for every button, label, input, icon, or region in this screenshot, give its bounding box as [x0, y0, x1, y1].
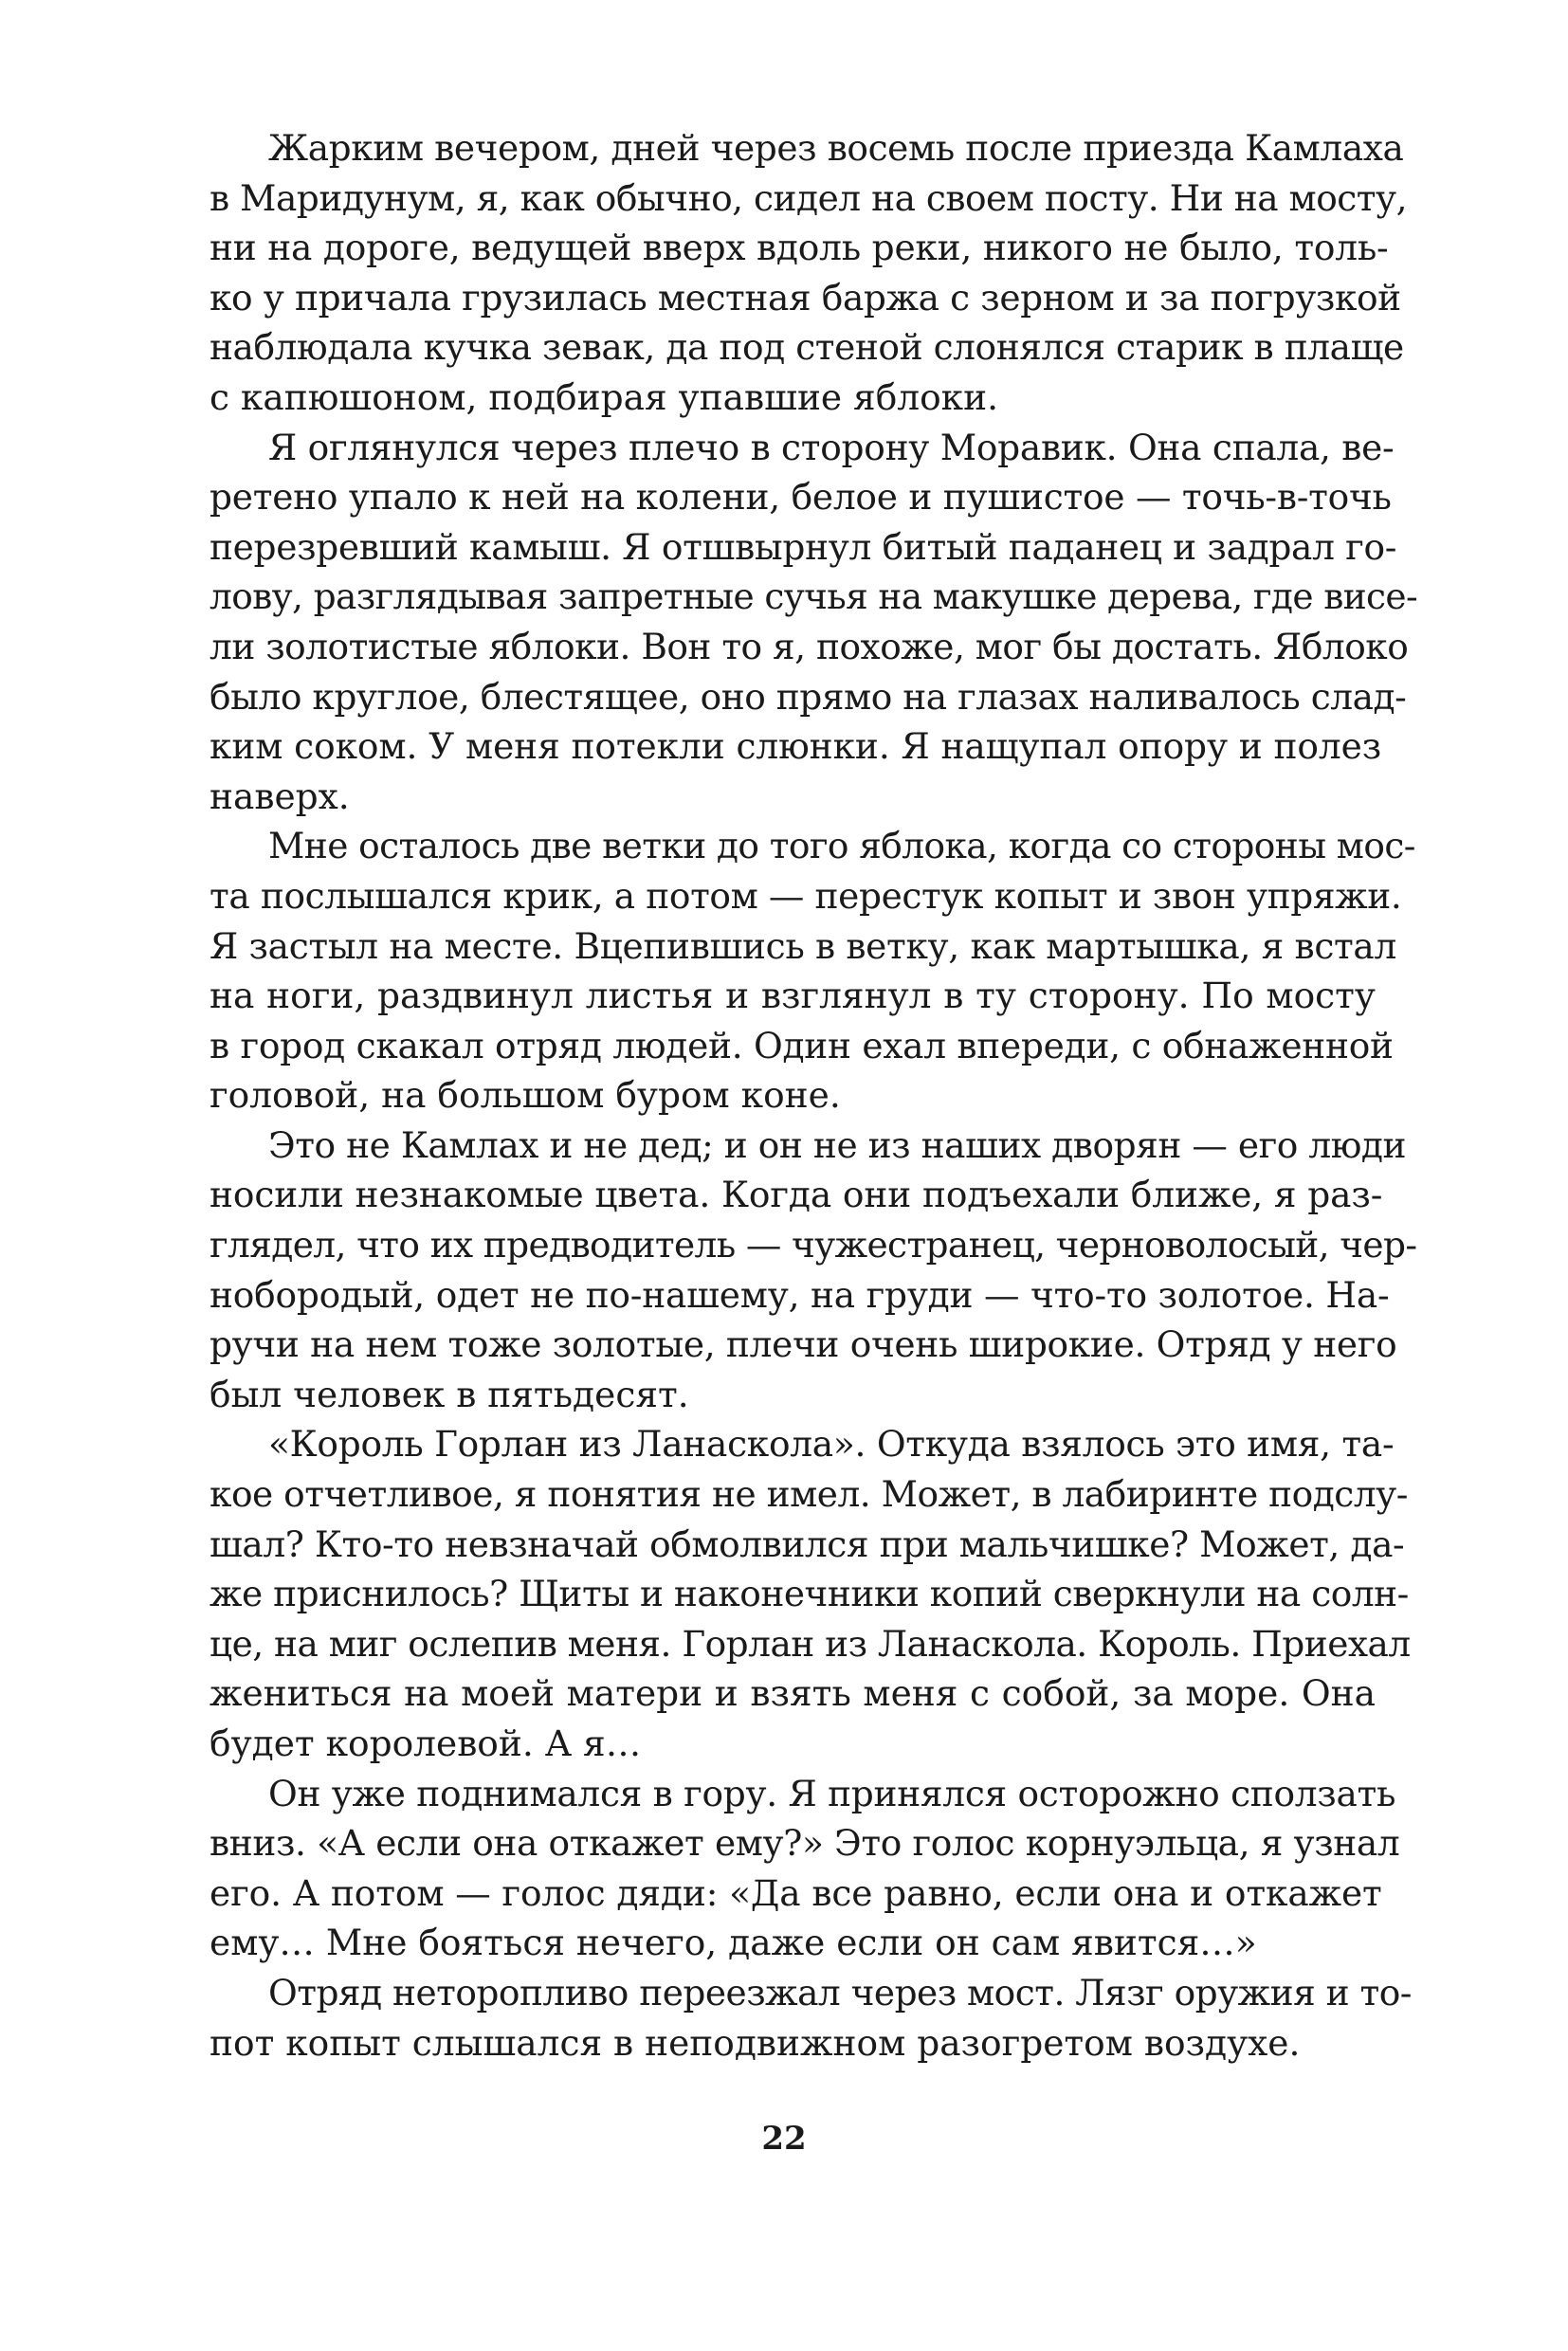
text-line: его. А потом — голос дяди: «Да все равно, если она и откажет	[210, 1871, 1382, 1914]
text-line: носили незнакомые цвета. Когда они подъехали ближе, я раз-	[210, 1174, 1383, 1216]
text-line: в Маридунум, я, как обычно, сидел на своем посту. Ни на мосту,	[210, 176, 1408, 219]
text-line: ручи на нем тоже золотые, плечи очень широкие. Отряд у него	[210, 1323, 1397, 1366]
text-line: кое отчетливое, я понятия не имел. Может, в лабиринте подслу-	[210, 1473, 1408, 1516]
text-line: же приснилось? Щиты и наконечники копий сверкнули на солн-	[210, 1573, 1409, 1615]
text-line: ко у причала грузилась местная баржа с зерном и за погрузкой	[210, 276, 1401, 319]
text-line: наверх.	[210, 775, 350, 817]
text-line: было круглое, блестящее, оно прямо на глазах наливалось слад-	[210, 675, 1407, 718]
paragraph	[210, 1121, 1417, 1420]
text-line: на ноги, раздвинул листья и взглянул в ту сторону. По мосту	[210, 975, 1376, 1017]
text-line: Он уже поднимался в гору. Я принялся осторожно сползать	[268, 1772, 1396, 1814]
paragraph	[210, 1419, 1411, 1768]
paragraph	[210, 423, 1418, 822]
paragraph	[210, 821, 1415, 1121]
text-line: будет королевой. А я…	[210, 1722, 642, 1764]
text-line: та послышался крик, а потом — перестук копыт и звон упряжи.	[210, 874, 1402, 917]
paragraph	[210, 1968, 1412, 2068]
text-line: жениться на моей матери и взять меня с собой, за море. Она	[210, 1672, 1376, 1715]
text-line: Мне осталось две ветки до того яблока, когда со стороны мос-	[268, 825, 1415, 867]
text-line: вниз. «А если она откажет ему?» Это голос корнуэльца, я узнал	[210, 1822, 1400, 1865]
text-line: «Король Горлан из Ланаскола». Откуда взялось это имя, та-	[268, 1423, 1395, 1466]
text-line: наблюдала кучка зевак, да под стеной слонялся старик в плаще	[210, 326, 1404, 369]
body-text	[210, 123, 1418, 2068]
text-line: Это не Камлах и не дед; и он не из наших дворян — его люди	[268, 1123, 1407, 1166]
text-line: ким соком. У меня потекли слюнки. Я нащупал опору и полез	[210, 725, 1382, 768]
paragraph	[210, 1769, 1400, 1968]
text-line: с капюшоном, подбирая упавшие яблоки.	[210, 375, 999, 418]
page-number: 22	[761, 2120, 807, 2158]
text-line: Жарким вечером, дней через восемь после приезда Камлаха	[268, 127, 1404, 169]
text-line: ли золотистые яблоки. Вон то я, похоже, мог бы достать. Яблоко	[210, 625, 1409, 667]
text-line: был человек в пятьдесят.	[210, 1373, 689, 1415]
text-line: нобородый, одет не по-нашему, на груди — что-то золотое. На-	[210, 1273, 1390, 1316]
text-line: ни на дороге, ведущей вверх вдоль реки, никого не было, толь-	[210, 227, 1389, 269]
text-line: перезревший камыш. Я отшвырнул битый паданец и задрал го-	[210, 525, 1397, 568]
text-line: лову, разглядывая запретные сучья на макушке дерева, где висе-	[210, 575, 1418, 618]
text-line: Я застыл на месте. Вцепившись в ветку, как мартышка, я встал	[210, 924, 1396, 967]
text-line: шал? Кто-то невзначай обмолвился при мальчишке? Может, да-	[210, 1522, 1405, 1565]
text-line: головой, на большом буром коне.	[210, 1074, 841, 1117]
text-line: Я оглянулся через плечо в сторону Моравик. Она спала, ве-	[268, 426, 1395, 468]
text-line: це, на миг ослепив меня. Горлан из Ланаскола. Король. Приехал	[210, 1622, 1411, 1665]
paragraph	[210, 123, 1408, 423]
text-line: ретено упало к ней на колени, белое и пушистое — точь-в-точь	[210, 476, 1392, 519]
text-line: ему… Мне бояться нечего, даже если он сам явится…»	[210, 1922, 1257, 1964]
text-line: Отряд неторопливо переезжал через мост. Лязг оружия и то-	[268, 1971, 1412, 2014]
text-line: пот копыт слышался в неподвижном разогретом воздухе.	[210, 2021, 1301, 2064]
text-line: в город скакал отряд людей. Один ехал впереди, с обнаженной	[210, 1024, 1394, 1066]
text-line: глядел, что их предводитель — чужестранец, черноволосый, чер-	[210, 1224, 1417, 1267]
